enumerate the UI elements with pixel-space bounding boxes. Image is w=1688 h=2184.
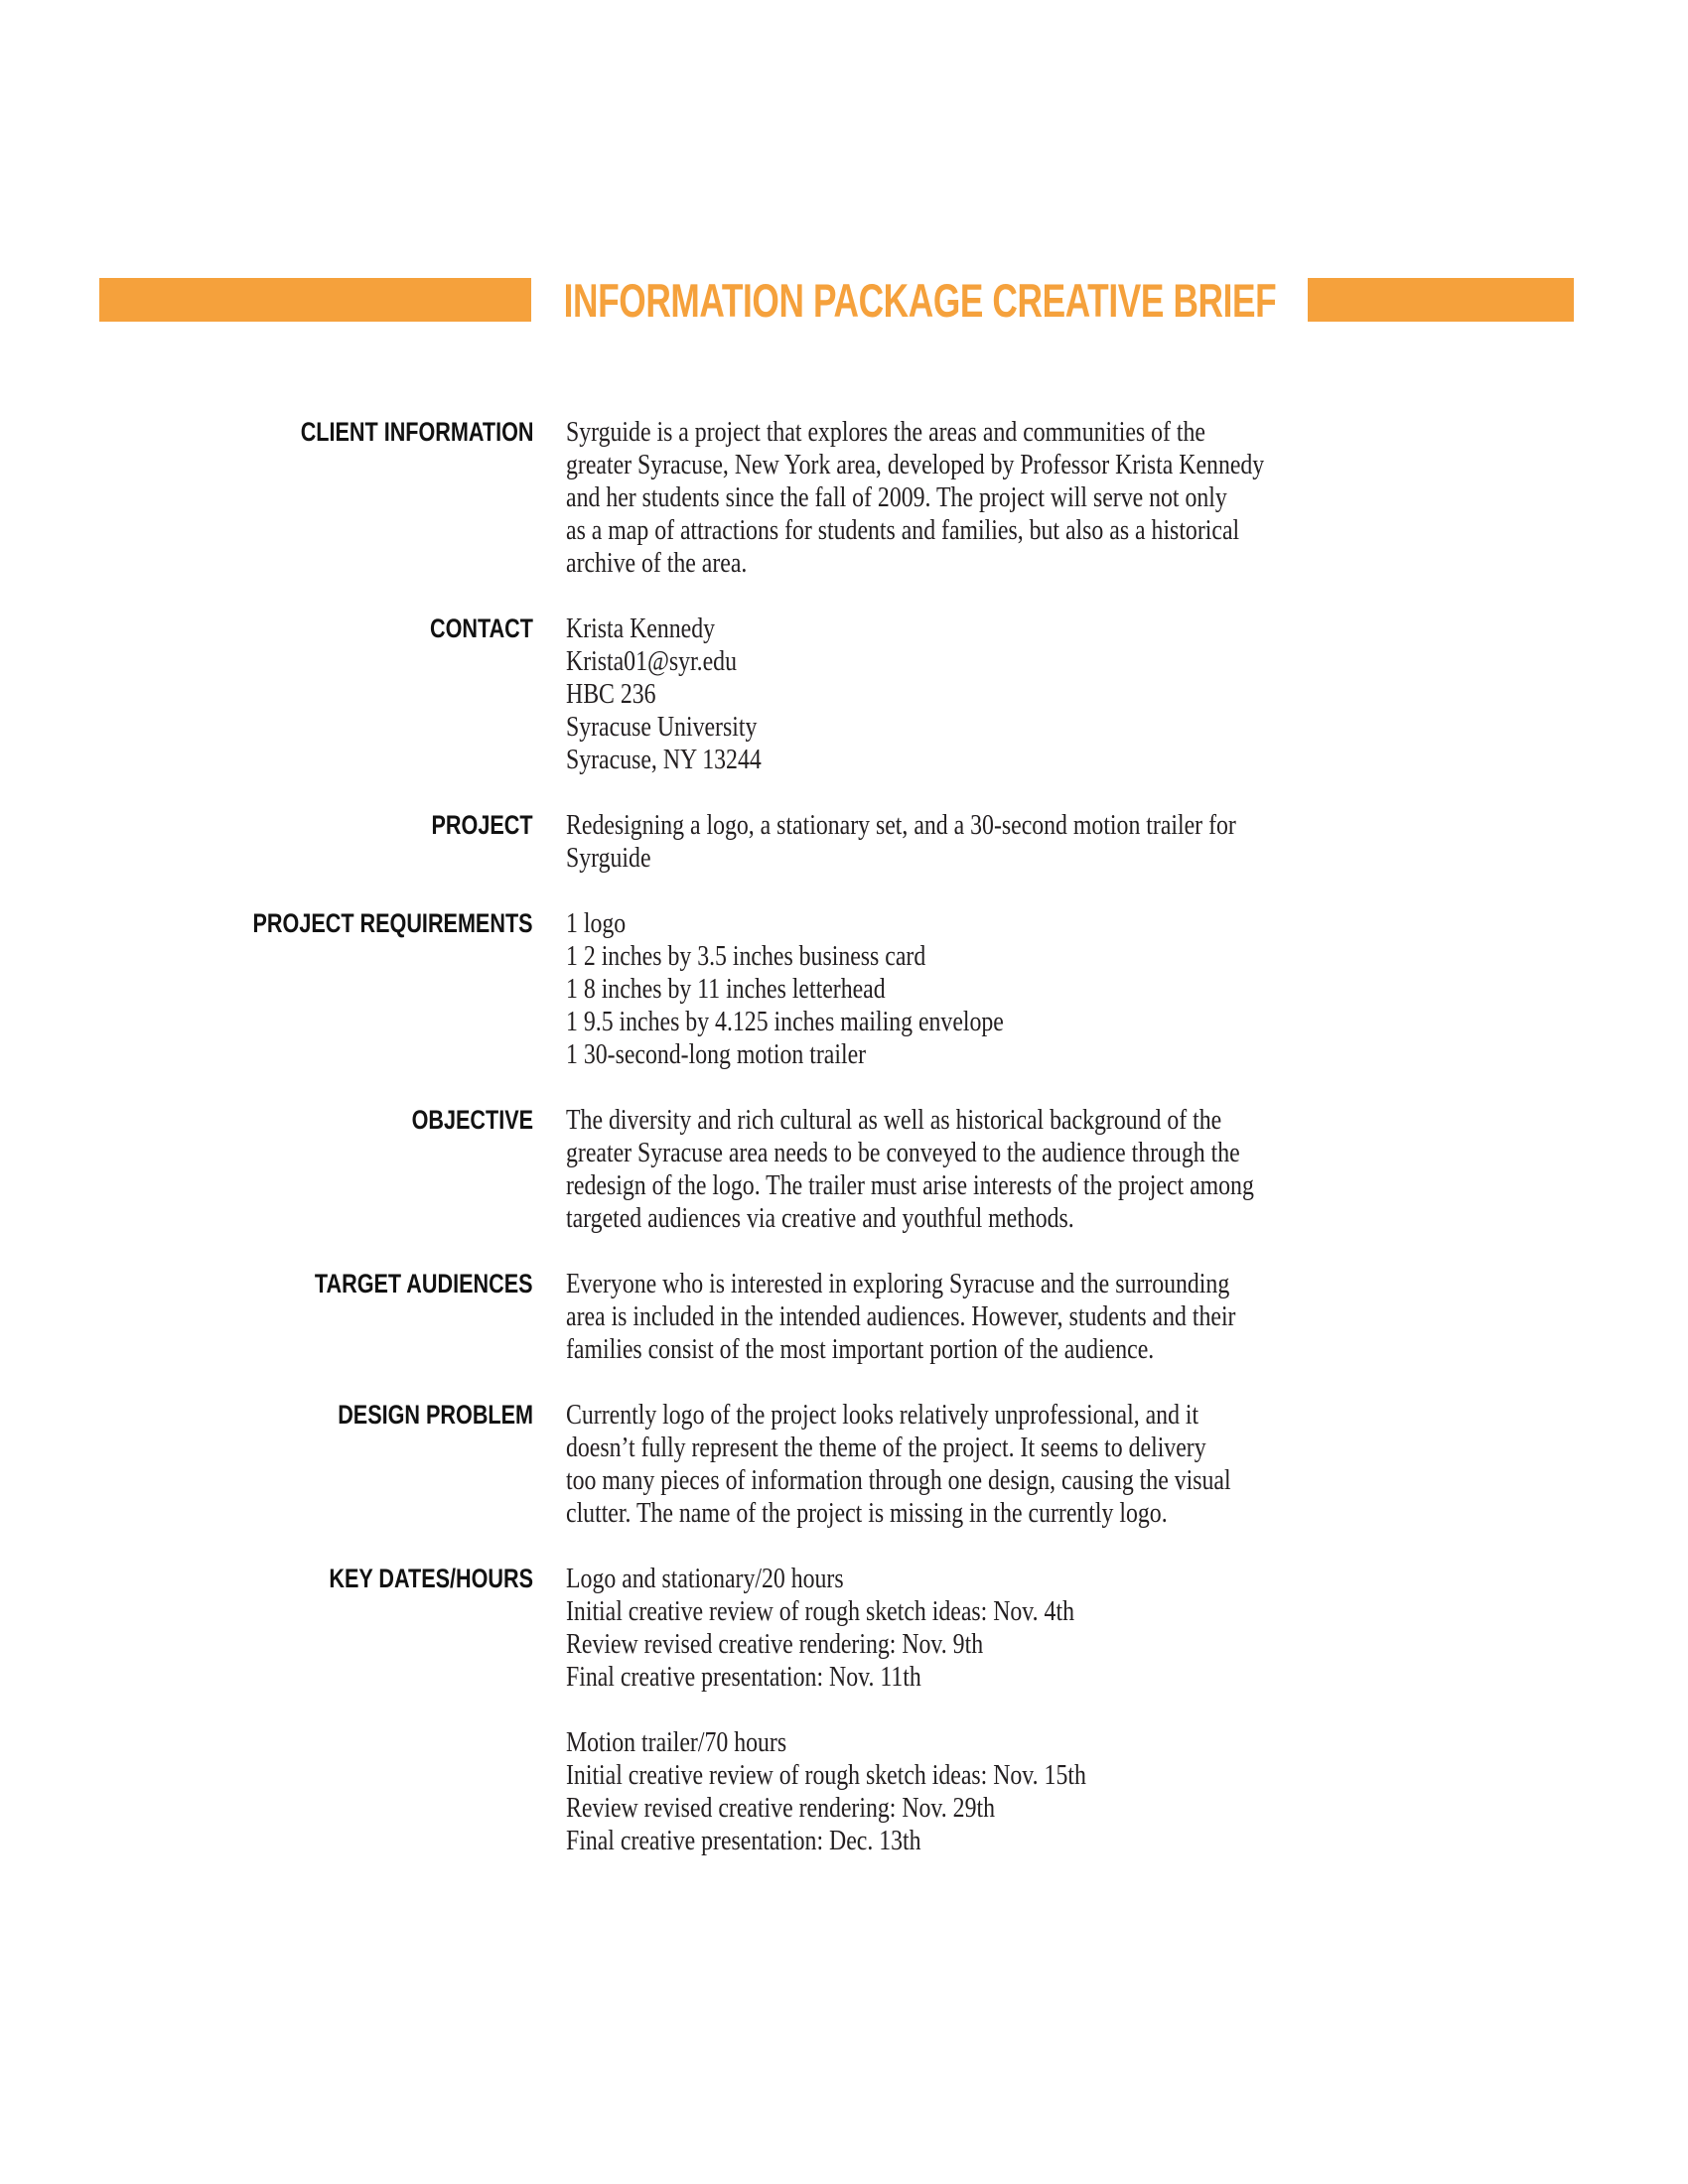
- content-line: [566, 1300, 1688, 1333]
- content-line-text: families consist of the most important portion of the audience.: [566, 1334, 1155, 1365]
- document-header: [0, 273, 1688, 327]
- section-label-text: OBJECTIVE: [411, 1105, 533, 1135]
- content-line: [566, 940, 1688, 973]
- content-line: [566, 809, 1688, 842]
- section-label: [0, 416, 533, 580]
- content-line-text: Syracuse, NY 13244: [566, 745, 762, 775]
- content-line-text: Final creative presentation: Nov. 11th: [566, 1662, 921, 1693]
- blank-line: [566, 1694, 1688, 1726]
- content-line: [566, 744, 1688, 776]
- content-line-text: and her students since the fall of 2009. The project will serve not only: [566, 482, 1227, 513]
- content-line-text: greater Syracuse area needs to be conveyed to the audience through the: [566, 1138, 1240, 1168]
- section-label-text: CONTACT: [430, 614, 533, 643]
- content-line-text: Krista Kennedy: [566, 614, 716, 644]
- content-line: [566, 514, 1688, 547]
- section-label-text: PROJECT REQUIREMENTS: [252, 908, 533, 938]
- content-line-text: targeted audiences via creative and youthful methods.: [566, 1203, 1074, 1234]
- content-line-text: 1 8 inches by 11 inches letterhead: [566, 974, 886, 1005]
- sections: [0, 416, 1688, 1890]
- content-line-text: greater Syracuse, New York area, developed by Professor Krista Kennedy: [566, 450, 1265, 480]
- content-line-text: Final creative presentation: Dec. 13th: [566, 1826, 921, 1856]
- content-line: [566, 1137, 1688, 1169]
- content-line-text: Currently logo of the project looks relatively unprofessional, and it: [566, 1400, 1199, 1431]
- content-line-text: archive of the area.: [566, 548, 748, 579]
- content-line-text: Review revised creative rendering: Nov. 29th: [566, 1793, 995, 1824]
- content-line: [566, 1792, 1688, 1825]
- section-label: [0, 613, 533, 776]
- header-accent-bar-right: [1308, 278, 1574, 322]
- section-label: [0, 1399, 533, 1530]
- section-project-requirements: [0, 907, 1688, 1071]
- content-line: [566, 1202, 1688, 1235]
- section-label: [0, 1104, 533, 1235]
- content-line-text: Redesigning a logo, a stationary set, and a 30-second motion trailer for: [566, 810, 1236, 841]
- content-line: [566, 1006, 1688, 1038]
- section-content: [566, 416, 1688, 580]
- content-line: [566, 1759, 1688, 1792]
- content-line: [566, 547, 1688, 580]
- section-key-dates-hours: [0, 1563, 1688, 1857]
- content-line-text: Initial creative review of rough sketch ideas: Nov. 15th: [566, 1760, 1086, 1791]
- content-line-text: HBC 236: [566, 679, 656, 710]
- content-line: [566, 1497, 1688, 1530]
- content-line: [566, 1563, 1688, 1595]
- section-label-text: KEY DATES/HOURS: [329, 1564, 533, 1593]
- section-design-problem: [0, 1399, 1688, 1530]
- content-line-text: Review revised creative rendering: Nov. 9th: [566, 1629, 984, 1660]
- content-line-text: Logo and stationary/20 hours: [566, 1564, 844, 1594]
- section-label-text: TARGET AUDIENCES: [315, 1269, 533, 1298]
- section-label: [0, 1563, 533, 1857]
- header-accent-bar-left: [99, 278, 531, 322]
- section-label-text: CLIENT INFORMATION: [300, 417, 533, 447]
- content-line: [566, 1464, 1688, 1497]
- content-line-text: Syracuse University: [566, 712, 758, 743]
- section-contact: [0, 613, 1688, 776]
- content-line-text: 1 logo: [566, 908, 627, 939]
- content-line-text: 1 9.5 inches by 4.125 inches mailing envelope: [566, 1007, 1004, 1037]
- content-line-text: clutter. The name of the project is missing in the currently logo.: [566, 1498, 1168, 1529]
- content-line-text: Initial creative review of rough sketch ideas: Nov. 4th: [566, 1596, 1074, 1627]
- content-line-text: Everyone who is interested in exploring Syracuse and the surrounding: [566, 1269, 1230, 1299]
- content-line: [566, 973, 1688, 1006]
- section-label: [0, 809, 533, 875]
- content-line: [566, 416, 1688, 449]
- section-label-text: DESIGN PROBLEM: [338, 1400, 533, 1430]
- section-client-information: [0, 416, 1688, 580]
- content-line: [566, 1595, 1688, 1628]
- content-line: [566, 1038, 1688, 1071]
- content-line-text: area is included in the intended audiences. However, students and their: [566, 1301, 1236, 1332]
- section-label: [0, 907, 533, 1071]
- section-label: [0, 1268, 533, 1366]
- content-line: [566, 1432, 1688, 1464]
- section-content: [566, 613, 1688, 776]
- content-line: [566, 1661, 1688, 1694]
- content-line: [566, 907, 1688, 940]
- content-line: [566, 1399, 1688, 1432]
- content-line-text: The diversity and rich cultural as well as historical background of the: [566, 1105, 1222, 1136]
- content-line-text: Syrguide is a project that explores the areas and communities of the: [566, 417, 1205, 448]
- content-line: [566, 678, 1688, 711]
- section-label-text: PROJECT: [431, 810, 533, 840]
- content-line: [566, 449, 1688, 481]
- content-line: [566, 481, 1688, 514]
- content-line: [566, 1726, 1688, 1759]
- content-line: [566, 711, 1688, 744]
- content-line: [566, 1268, 1688, 1300]
- section-content: [566, 1104, 1688, 1235]
- content-line: [566, 613, 1688, 645]
- section-objective: [0, 1104, 1688, 1235]
- section-target-audiences: [0, 1268, 1688, 1366]
- page-title-container: [531, 273, 1308, 327]
- content-line-text: Motion trailer/70 hours: [566, 1727, 787, 1758]
- content-line: [566, 1825, 1688, 1857]
- section-content: [566, 1268, 1688, 1366]
- content-line-text: 1 30-second-long motion trailer: [566, 1039, 867, 1070]
- content-line-text: [566, 1694, 572, 1726]
- section-content: [566, 1563, 1688, 1857]
- content-line: [566, 842, 1688, 875]
- content-line-text: too many pieces of information through one design, causing the visual: [566, 1465, 1231, 1496]
- content-line-text: Krista01@syr.edu: [566, 646, 737, 677]
- page-title: INFORMATION PACKAGE CREATIVE BRIEF: [563, 273, 1276, 327]
- section-content: [566, 907, 1688, 1071]
- section-project: [0, 809, 1688, 875]
- content-line: [566, 1333, 1688, 1366]
- content-line-text: Syrguide: [566, 843, 651, 874]
- content-line-text: 1 2 inches by 3.5 inches business card: [566, 941, 926, 972]
- content-line-text: redesign of the logo. The trailer must arise interests of the project among: [566, 1170, 1254, 1201]
- content-line: [566, 1104, 1688, 1137]
- section-content: [566, 1399, 1688, 1530]
- content-line: [566, 645, 1688, 678]
- content-line-text: as a map of attractions for students and families, but also as a historical: [566, 515, 1240, 546]
- content-line: [566, 1628, 1688, 1661]
- section-content: [566, 809, 1688, 875]
- content-line-text: doesn’t fully represent the theme of the project. It seems to delivery: [566, 1433, 1206, 1463]
- content-line: [566, 1169, 1688, 1202]
